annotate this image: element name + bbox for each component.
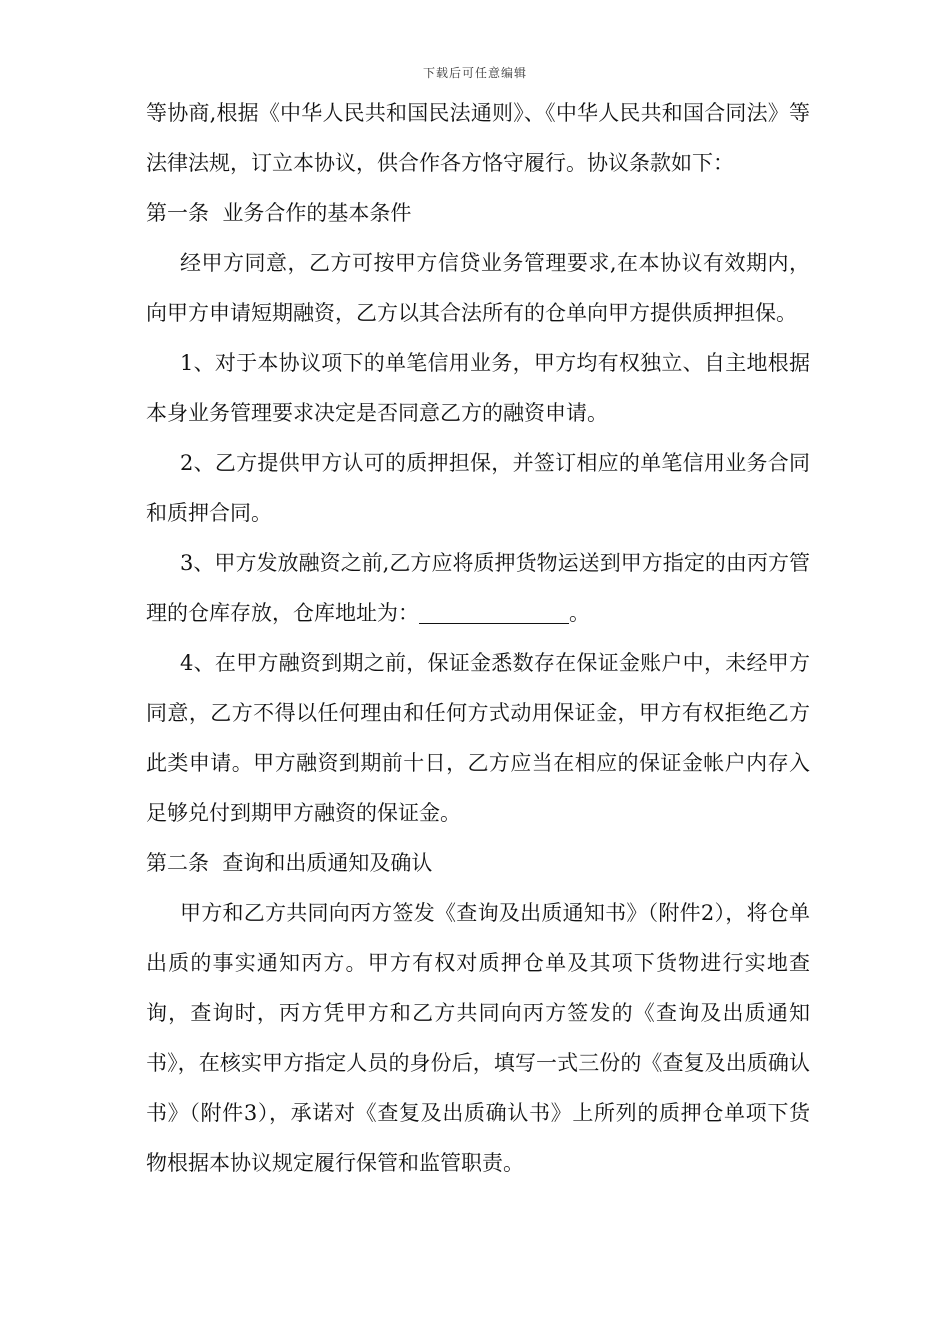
article-1-item-3-end: 。 [569, 601, 590, 625]
article-1-item-3 [146, 538, 810, 638]
article-1-item-2: 2、乙方提供甲方认可的质押担保，并签订相应的单笔信用业务合同和质押合同。 [146, 451, 810, 525]
article-1-item-4: 4、在甲方融资到期之前，保证金悉数存在保证金账户中，未经甲方同意，乙方不得以任何理由和任何方式动用保证金，甲方有权拒绝乙方此类申请。甲方融资到期前十日，乙方应当在相应的保证金帐户内存入足够兑付到期甲方融资的保证金。 [146, 651, 810, 825]
article-2-paragraph: 甲方和乙方共同向丙方签发《查询及出质通知书》（附件2），将仓单出质的事实通知丙方。甲方有权对质押仓单及其项下货物进行实地查询，查询时，丙方凭甲方和乙方共同向丙方签发的《查询及出质通知书》，在核实甲方指定人员的身份后，填写一式三份的《查复及出质确认书》（附件3），承诺对《查复及出质确认书》上所列的质押仓单项下货物根据本协议规定履行保管和监管职责。 [146, 901, 810, 1175]
article-1-item-3-text: 3、甲方发放融资之前,乙方应将质押货物运送到甲方指定的由丙方管理的仓库存放，仓库地址为： [146, 551, 810, 625]
article-1-title: 第一条 业务合作的基本条件 [146, 201, 412, 225]
article-1-item-1: 1、对于本协议项下的单笔信用业务，甲方均有权独立、自主地根据本身业务管理要求决定是否同意乙方的融资申请。 [146, 351, 810, 425]
warehouse-address-blank [419, 603, 569, 624]
article-2-title: 第二条 查询和出质通知及确认 [146, 851, 433, 875]
intro-paragraph: 等协商,根据《中华人民共和国民法通则》、《中华人民共和国合同法》等法律法规，订立本协议，供合作各方恪守履行。协议条款如下： [146, 101, 810, 175]
document-body [146, 88, 810, 1188]
page-header-note: 下载后可任意编辑 [422, 66, 527, 80]
article-1-paragraph: 经甲方同意，乙方可按甲方信贷业务管理要求,在本协议有效期内，向甲方申请短期融资，乙方以其合法所有的仓单向甲方提供质押担保。 [146, 251, 810, 325]
